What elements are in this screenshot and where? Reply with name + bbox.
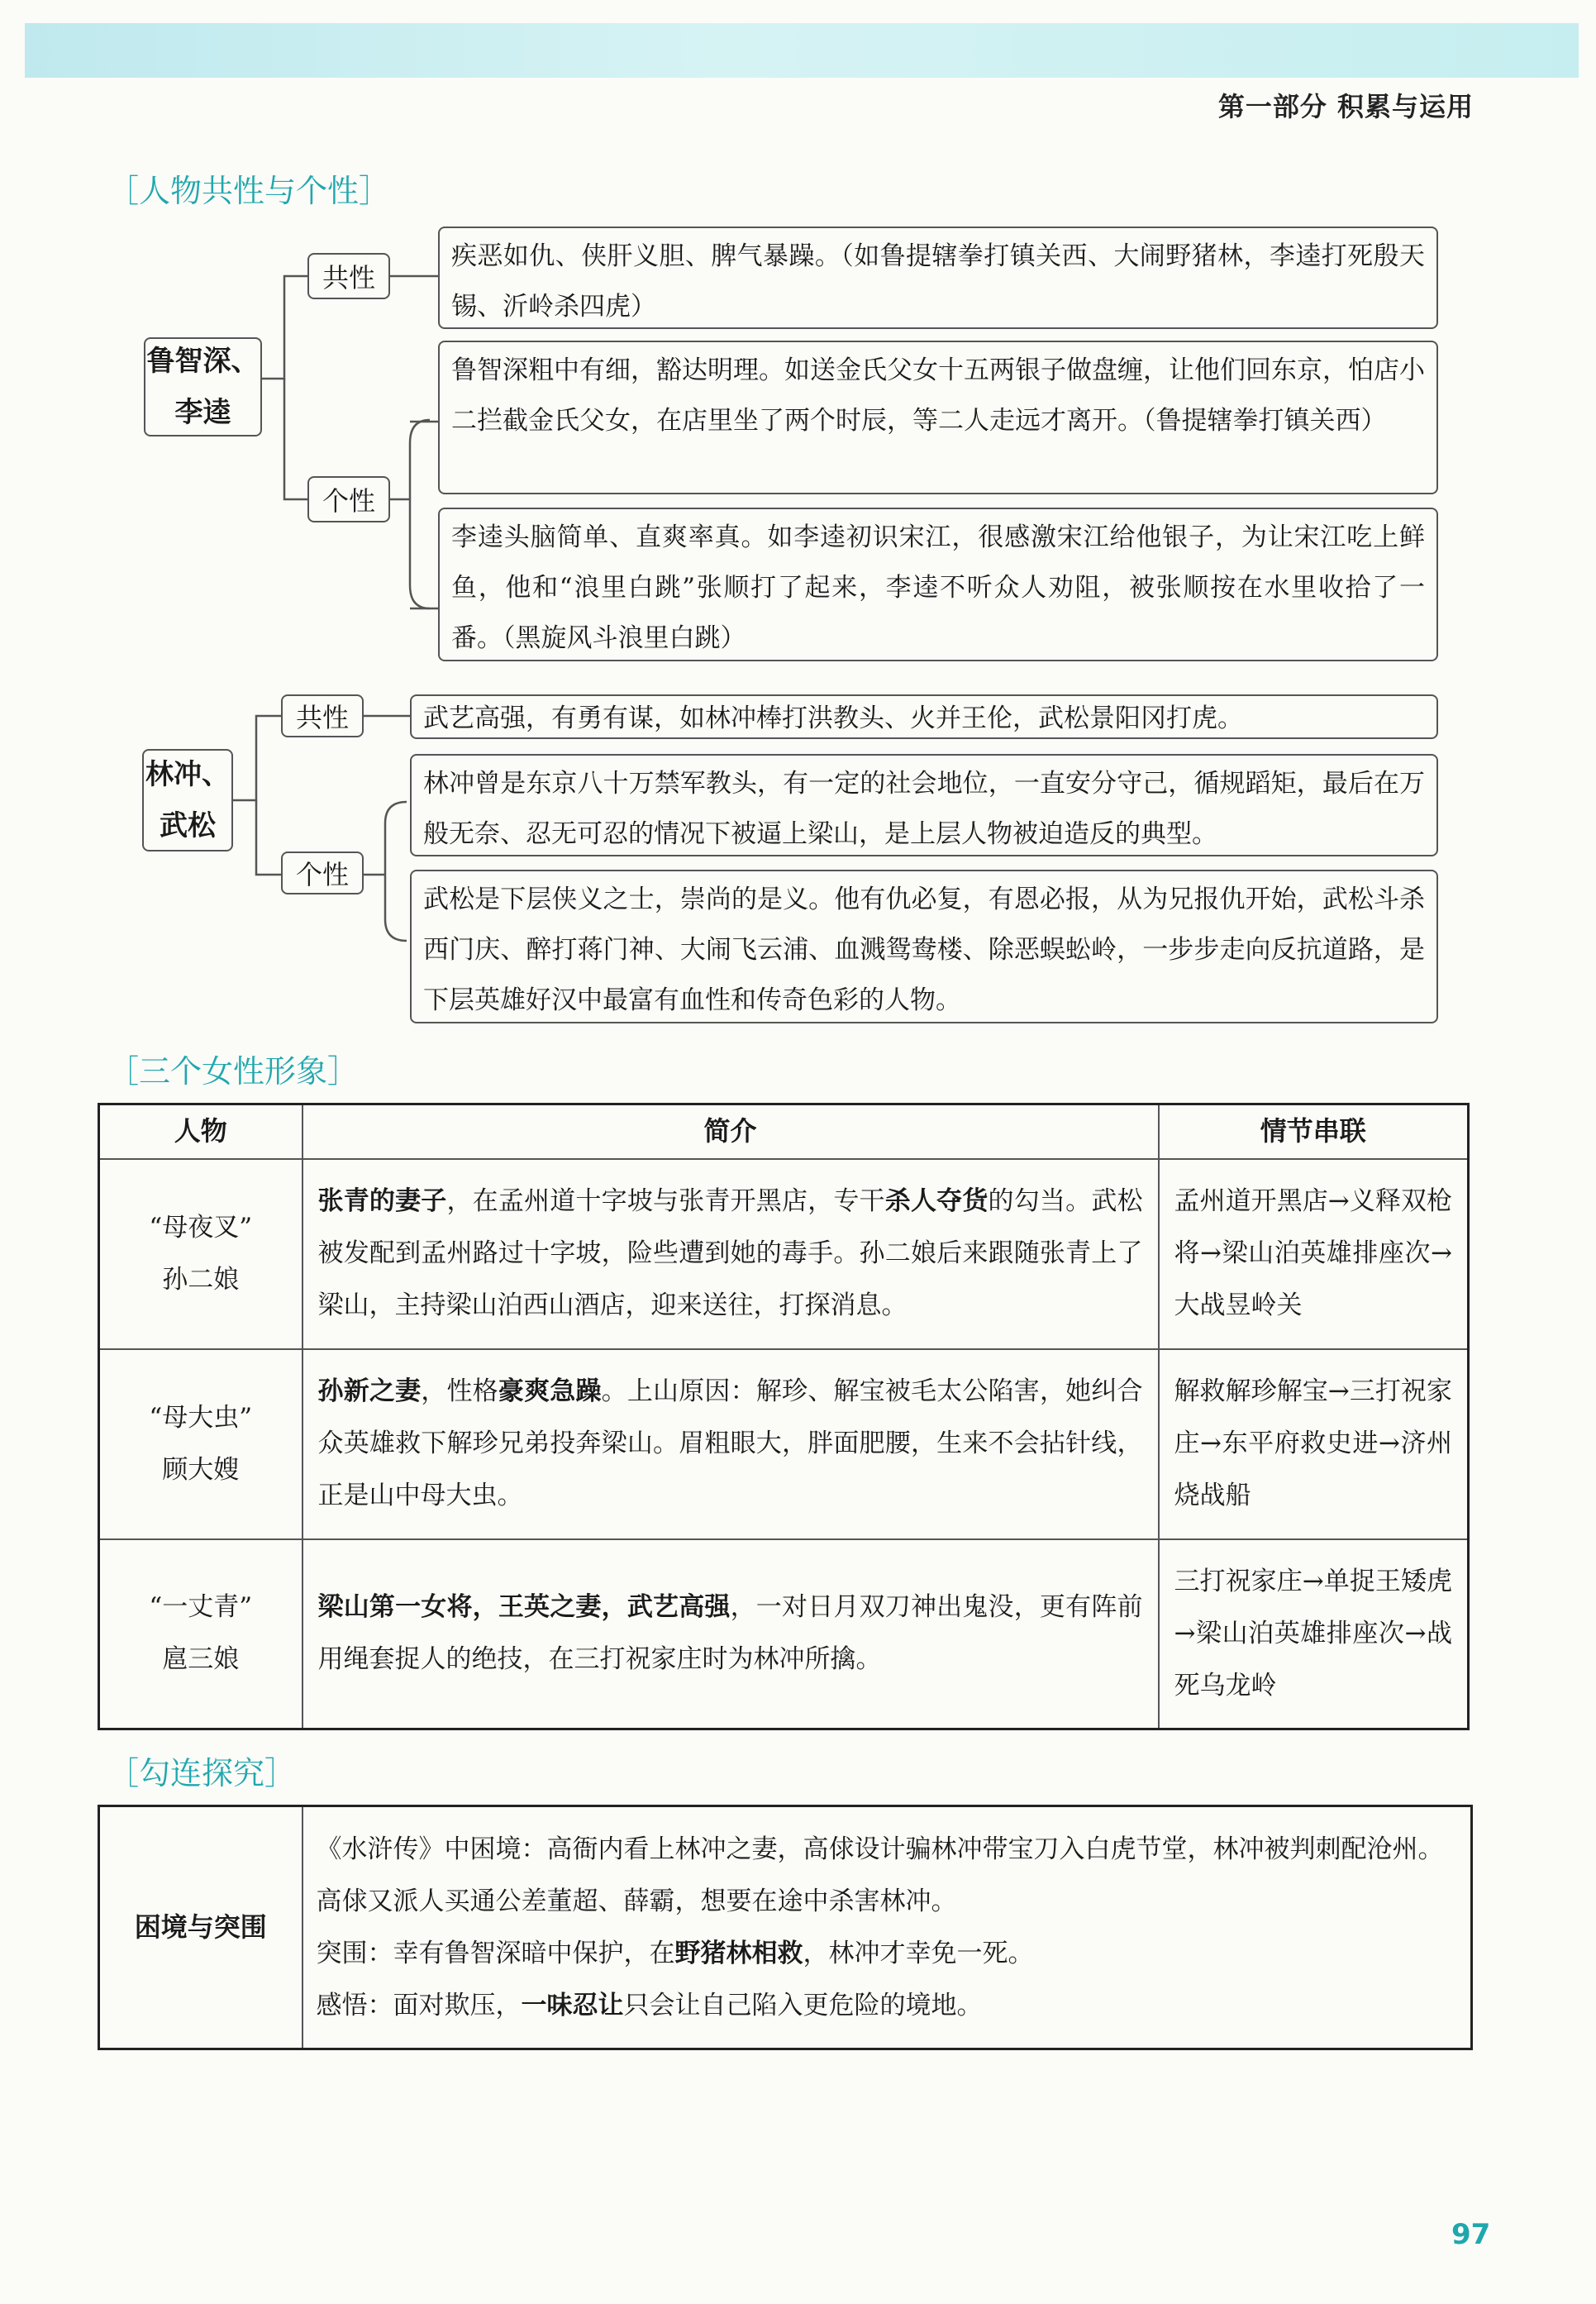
explore-breakout [317, 1928, 1458, 1980]
individual-description-1: 鲁智深粗中有细，豁达明理。如送金氏父女十五两银子做盘缠，让他们回东京，怕店小二拦截金氏父女，在店里坐了两个时辰，等二人走远才离开。（鲁提辖拳打镇关西） [438, 341, 1438, 494]
explore-dilemma: 《水浒传》中困境：高衙内看上林冲之妻，高俅设计骗林冲带宝刀入白虎节堂，林冲被判刺配沧州。高俅又派人买通公差董超、薛霸，想要在途中杀害林冲。 [316, 1834, 1444, 1916]
character-group-1 [144, 337, 262, 436]
intro-text: ，在孟州道十字坡与张青开黑店，专干 [446, 1186, 885, 1216]
connector-g1-individual [284, 379, 307, 499]
women-table [98, 1103, 1470, 1730]
character-cell [99, 1349, 303, 1539]
connector-g1-common [262, 276, 307, 379]
plot-cell: 孟州道开黑店→义释双枪将→梁山泊英雄排座次→大战昱岭关 [1159, 1159, 1469, 1349]
individual-label: 个性 [281, 851, 364, 894]
explore-text: 感悟：面对欺压， [316, 1990, 522, 2020]
section-title-women: ［三个女性形象］ [107, 1053, 360, 1090]
section-title-traits: ［人物共性与个性］ [107, 173, 391, 209]
explore-content [303, 1806, 1472, 2049]
table-row [99, 1806, 1472, 2049]
character-nickname: “母大虫” [149, 1402, 253, 1433]
connector-g1-ind-brace [410, 420, 430, 608]
intro-text: 的勾当。武松被发配到孟州路过十字坡，险些遭到她的毒手。孙二娘后来跟随张青上了梁山，主持梁山泊西山酒店，迎来送往，打探消息。 [317, 1186, 1143, 1320]
explore-table [98, 1805, 1473, 2050]
common-label: 共性 [307, 253, 390, 299]
explore-text: 只会让自己陷入更危险的境地。 [623, 1990, 983, 2020]
explore-topic: 困境与突围 [99, 1806, 303, 2049]
individual-description-1: 林冲曾是东京八十万禁军教头，有一定的社会地位，一直安分守己，循规蹈矩，最后在万般无奈、忍无可忍的情况下被逼上梁山，是上层人物被迫造反的典型。 [410, 754, 1438, 856]
column-header: 情节串联 [1159, 1104, 1469, 1159]
character-cell [99, 1539, 303, 1729]
character-group-2 [142, 749, 233, 851]
explore-text: ，林冲才幸免一死。 [803, 1938, 1034, 1968]
connector-g2-common [233, 716, 281, 800]
explore-text: 突围：幸有鲁智深暗中保护，在 [316, 1938, 675, 1968]
column-header: 人物 [99, 1104, 303, 1159]
character-nickname: “母夜叉” [149, 1212, 253, 1243]
character-nickname: “一丈青” [149, 1592, 253, 1623]
individual-description-2: 武松是下层侠义之士，崇尚的是义。他有仇必复，有恩必报，从为兄报仇开始，武松斗杀西门庆、醉打蒋门神、大闹飞云浦、血溅鸳鸯楼、除恶蜈蚣岭，一步步走向反抗道路，是下层英雄好汉中最富有血性和传奇色彩的人物。 [410, 870, 1438, 1023]
table-header-row [99, 1104, 1469, 1159]
intro-highlight: 孙新之妻 [317, 1376, 422, 1406]
header-band [25, 23, 1579, 78]
intro-highlight: 杀人夺货 [884, 1186, 989, 1216]
individual-label: 个性 [307, 476, 390, 522]
intro-text: ，一对日月双刀神出鬼没，更有阵前用绳套捉人的绝技，在三打祝家庄时为林冲所擒。 [317, 1592, 1143, 1675]
intro-highlight: 张青的妻子 [317, 1186, 447, 1216]
intro-cell [303, 1349, 1159, 1539]
section-title-explore: ［勾连探究］ [107, 1755, 297, 1791]
plot-cell: 解救解珍解宝→三打祝家庄→东平府救史进→济州烧战船 [1159, 1349, 1469, 1539]
character-name: 鲁智深、 [146, 345, 260, 378]
part-title: 第一部分 积累与运用 [1217, 91, 1474, 122]
intro-highlight: 豪爽急躁 [498, 1376, 602, 1406]
table-row [99, 1349, 1469, 1539]
plot-cell: 三打祝家庄→单捉王矮虎→梁山泊英雄排座次→战死乌龙岭 [1159, 1539, 1469, 1729]
character-name: 扈三娘 [162, 1644, 240, 1675]
character-name: 李逵 [174, 396, 231, 429]
explore-highlight: 一味忍让 [521, 1990, 624, 2020]
explore-insight [317, 1980, 1458, 2032]
page-number: 97 [1451, 2218, 1491, 2251]
table-row [99, 1539, 1469, 1729]
common-description: 疾恶如仇、侠肝义胆、脾气暴躁。（如鲁提辖拳打镇关西、大闹野猪林，李逵打死殷天锡、沂岭杀四虎） [438, 227, 1438, 329]
intro-cell [303, 1159, 1159, 1349]
character-name: 林冲、 [145, 758, 230, 791]
common-description: 武艺高强，有勇有谋，如林冲棒打洪教头、火并王伦，武松景阳冈打虎。 [410, 694, 1438, 739]
intro-text: 。上山原因：解珍、解宝被毛太公陷害，她纠合众英雄救下解珍兄弟投奔梁山。眉粗眼大，胖面肥腰，生来不会拈针线，正是山中母大虫。 [317, 1376, 1143, 1510]
explore-highlight: 野猪林相救 [674, 1938, 803, 1968]
individual-description-2: 李逵头脑简单、直爽率真。如李逵初识宋江，很感激宋江给他银子，为让宋江吃上鲜鱼，他和“浪里白跳”张顺打了起来，李逵不听众人劝阻，被张顺按在水里收拾了一番。（黑旋风斗浪里白跳） [438, 508, 1438, 661]
character-name: 武松 [160, 809, 216, 842]
character-cell [99, 1159, 303, 1349]
intro-text: ，性格 [421, 1376, 498, 1406]
intro-highlight: 梁山第一女将，王英之妻，武艺高强 [317, 1592, 731, 1623]
character-name: 孙二娘 [162, 1264, 240, 1295]
connector-g2-individual [256, 800, 281, 875]
common-label: 共性 [281, 694, 364, 737]
character-name: 顾大嫂 [162, 1454, 240, 1485]
connector-g2-ind-brace [385, 802, 407, 941]
intro-cell [303, 1539, 1159, 1729]
column-header: 简介 [303, 1104, 1159, 1159]
table-row [99, 1159, 1469, 1349]
